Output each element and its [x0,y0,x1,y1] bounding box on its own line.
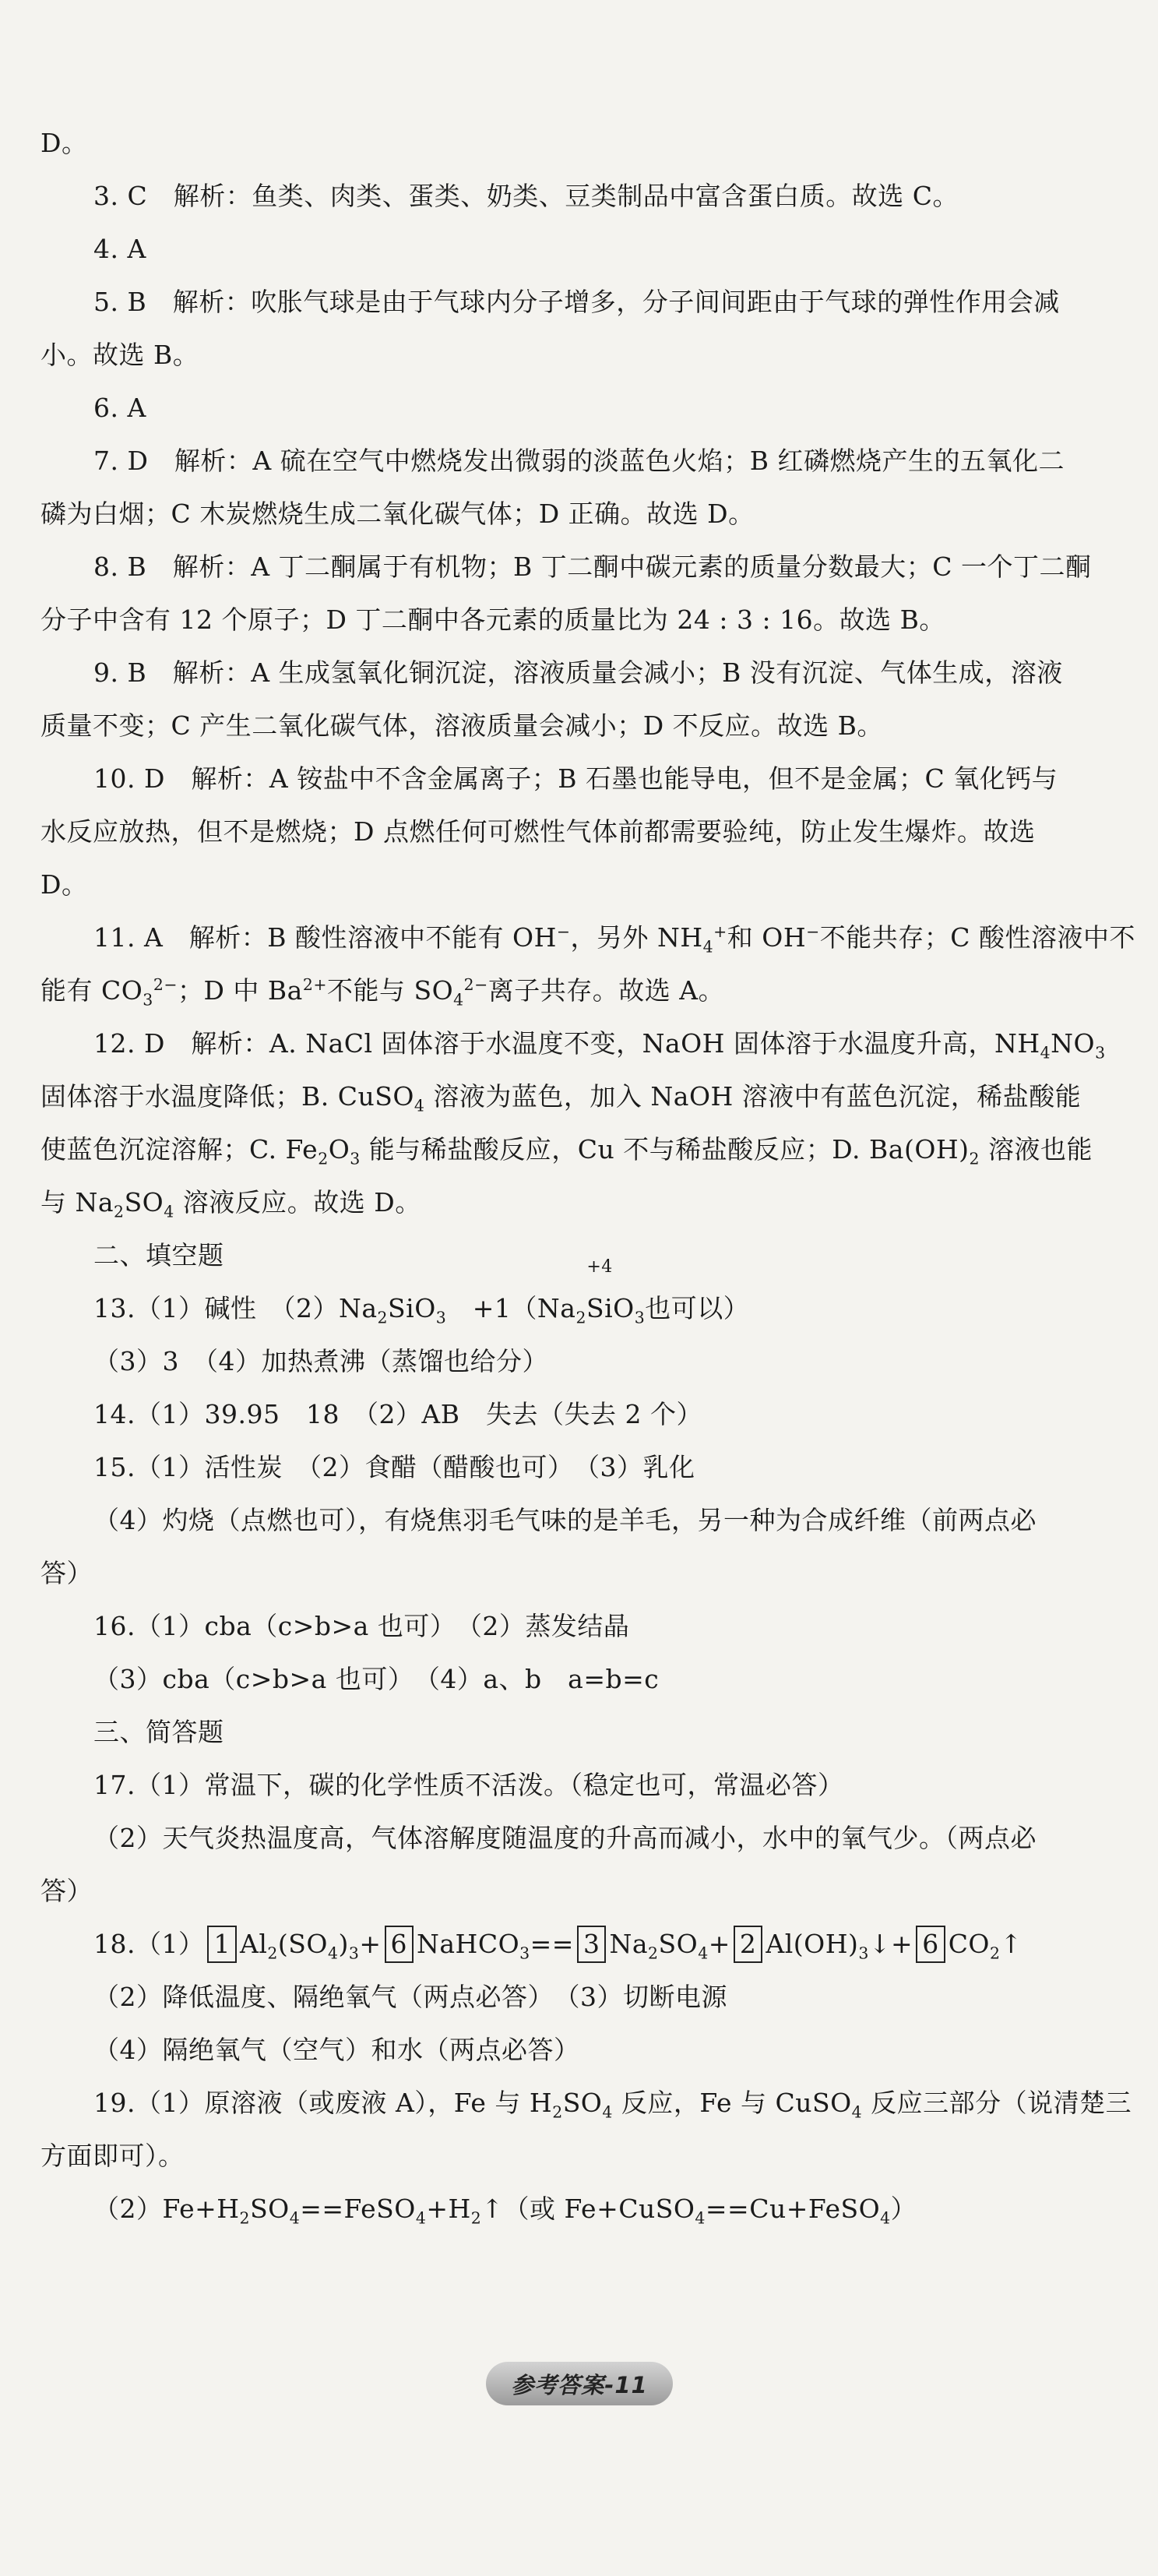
answer-9-cont: 质量不变；C 产生二氧化碳气体，溶液质量会减小；D 不反应。故选 B。 [40,710,883,741]
coefficient-box: 3 [577,1926,607,1963]
answer-12-cont-1: 固体溶于水温度降低；B. CuSO$_4$ 溶液为蓝色，加入 NaOH 溶液中有蓝色沉淀，稀盐酸能 [40,1081,1082,1115]
answer-19: 19.（1）原溶液（或废液 A），Fe 与 $H_2SO_4$ 反应，Fe 与 CuSO$_4$ 反应三部分（说清楚三 [93,2088,1132,2122]
answer-7: 7. D 解析：A 硫在空气中燃烧发出微弱的淡蓝色火焰；B 红磷燃烧产生的五氧化二 [93,446,1065,476]
answer-10-end: D。 [40,869,88,900]
section-short-answer: 三、简答题 [93,1717,224,1747]
answer-6: 6. A [93,393,146,423]
answer-14: 14.（1）39.95 18 （2）AB 失去（失去 2 个） [93,1399,702,1429]
answer-17-end: 答） [40,1876,93,1906]
answer-13-cont: （3）3 （4）加热煮沸（蒸馏也给分） [93,1346,548,1376]
answer-18-cont-1: （2）降低温度、隔绝氧气（两点必答） （3）切断电源 [93,1982,727,2012]
section-fill-blank: 二、填空题 [93,1240,224,1270]
answer-17: 17.（1）常温下，碳的化学性质不活泼。（稳定也可，常温必答） [93,1770,844,1800]
answer-18-equation: 18.（1） 1 $Al_2(SO_4)_3+ 6$ NaHCO$_3$== 3 $Na_2SO_4+ 2$ $Al(OH)_3↓+ 6$ $CO_2↑$ [40,1918,1119,1971]
answer-19-cont: 方面即可）。 [40,2141,185,2171]
answer-12-cont-3: 与 $Na_2SO_4$ 溶液反应。故选 D。 [40,1187,421,1221]
answer-11-cont: 能有 $CO_3^{2-}$；D 中 $Ba^{2+}$不能与 $SO_4^{2-}$离子共存。故选 A。 [40,975,725,1010]
answer-7-cont: 磷为白烟；C 木炭燃烧生成二氧化碳气体；D 正确。故选 D。 [40,499,755,529]
page-footer-badge: 参考答案-11 [486,2362,673,2405]
line-1: D。 [40,128,88,158]
coefficient-box: 6 [385,1926,414,1963]
answer-9: 9. B 解析：A 生成氢氧化铜沉淀，溶液质量会减小；B 没有沉淀、气体生成，溶液 [93,657,1063,688]
answer-16: 16.（1）cba（c>b>a 也可） （2）蒸发结晶 [93,1611,630,1641]
coefficient-box: 6 [916,1926,945,1963]
answer-8: 8. B 解析：A 丁二酮属于有机物；B 丁二酮中碳元素的质量分数最大；C 一个丁二酮 [93,551,1092,582]
answer-16-cont: （3）cba（c>b>a 也可） （4）a、b a=b=c [93,1664,660,1694]
coefficient-box: 2 [734,1926,763,1963]
answer-4: 4. A [93,234,146,264]
answer-15-end: 答） [40,1558,93,1588]
answer-10-cont: 水反应放热，但不是燃烧；D 点燃任何可燃性气体前都需要验纯，防止发生爆炸。故选 [40,816,1036,847]
answer-15-cont: （4）灼烧（点燃也可），有烧焦羽毛气味的是羊毛，另一种为合成纤维（前两点必 [93,1505,1037,1535]
answer-10: 10. D 解析：A 铵盐中不含金属离子；B 石墨也能导电，但不是金属；C 氧化钙与 [93,763,1058,794]
coefficient-box: 1 [207,1926,237,1963]
answer-12-cont-2: 使蓝色沉淀溶解；C. $Fe_2O_3$ 能与稀盐酸反应，Cu 不与稀盐酸反应；D. $Ba(OH)_2$ 溶液也能 [40,1134,1093,1168]
answer-8-cont: 分子中含有 12 个原子；D 丁二酮中各元素的质量比为 24 : 3 : 16。故选 B。 [40,604,945,635]
answer-12: 12. D 解析：A. NaCl 固体溶于水温度不变，NaOH 固体溶于水温度升高，$NH_4NO_3$ [93,1028,1106,1062]
answer-5-cont: 小。故选 B。 [40,340,199,370]
answer-page [40,117,1135,2236]
answer-11: 11. A 解析：B 酸性溶液中不能有 OH−，另外 $NH_4^+$和 OH−不能共存；C 酸性溶液中不 [93,922,1135,957]
answer-15: 15.（1）活性炭 （2）食醋（醋酸也可） （3）乳化 [93,1452,695,1482]
valence-si: +4 Si [586,1257,614,1323]
answer-19-equation: $(2)Fe+H_2SO_4==FeSO_4+H_2↑$（或 Fe+CuSO$_4$==Cu+FeSO$_4$） [93,2194,917,2228]
answer-3: 3. C 解析：鱼类、肉类、蛋类、奶类、豆类制品中富含蛋白质。故选 C。 [93,181,959,211]
answer-5: 5. B 解析：吹胀气球是由于气球内分子增多，分子间间距由于气球的弹性作用会减 [93,287,1060,317]
answer-18-cont-2: （4）隔绝氧气（空气）和水（两点必答） [93,2035,580,2065]
answer-17-cont: （2）天气炎热温度高，气体溶解度随温度的升高而减小，水中的氧气少。（两点必 [93,1823,1037,1853]
answer-13: 13.（1）碱性 $(2)Na_2SiO_3$ $+1(Na_2$ +4 SiO$_3$也可以） [40,1282,1119,1335]
